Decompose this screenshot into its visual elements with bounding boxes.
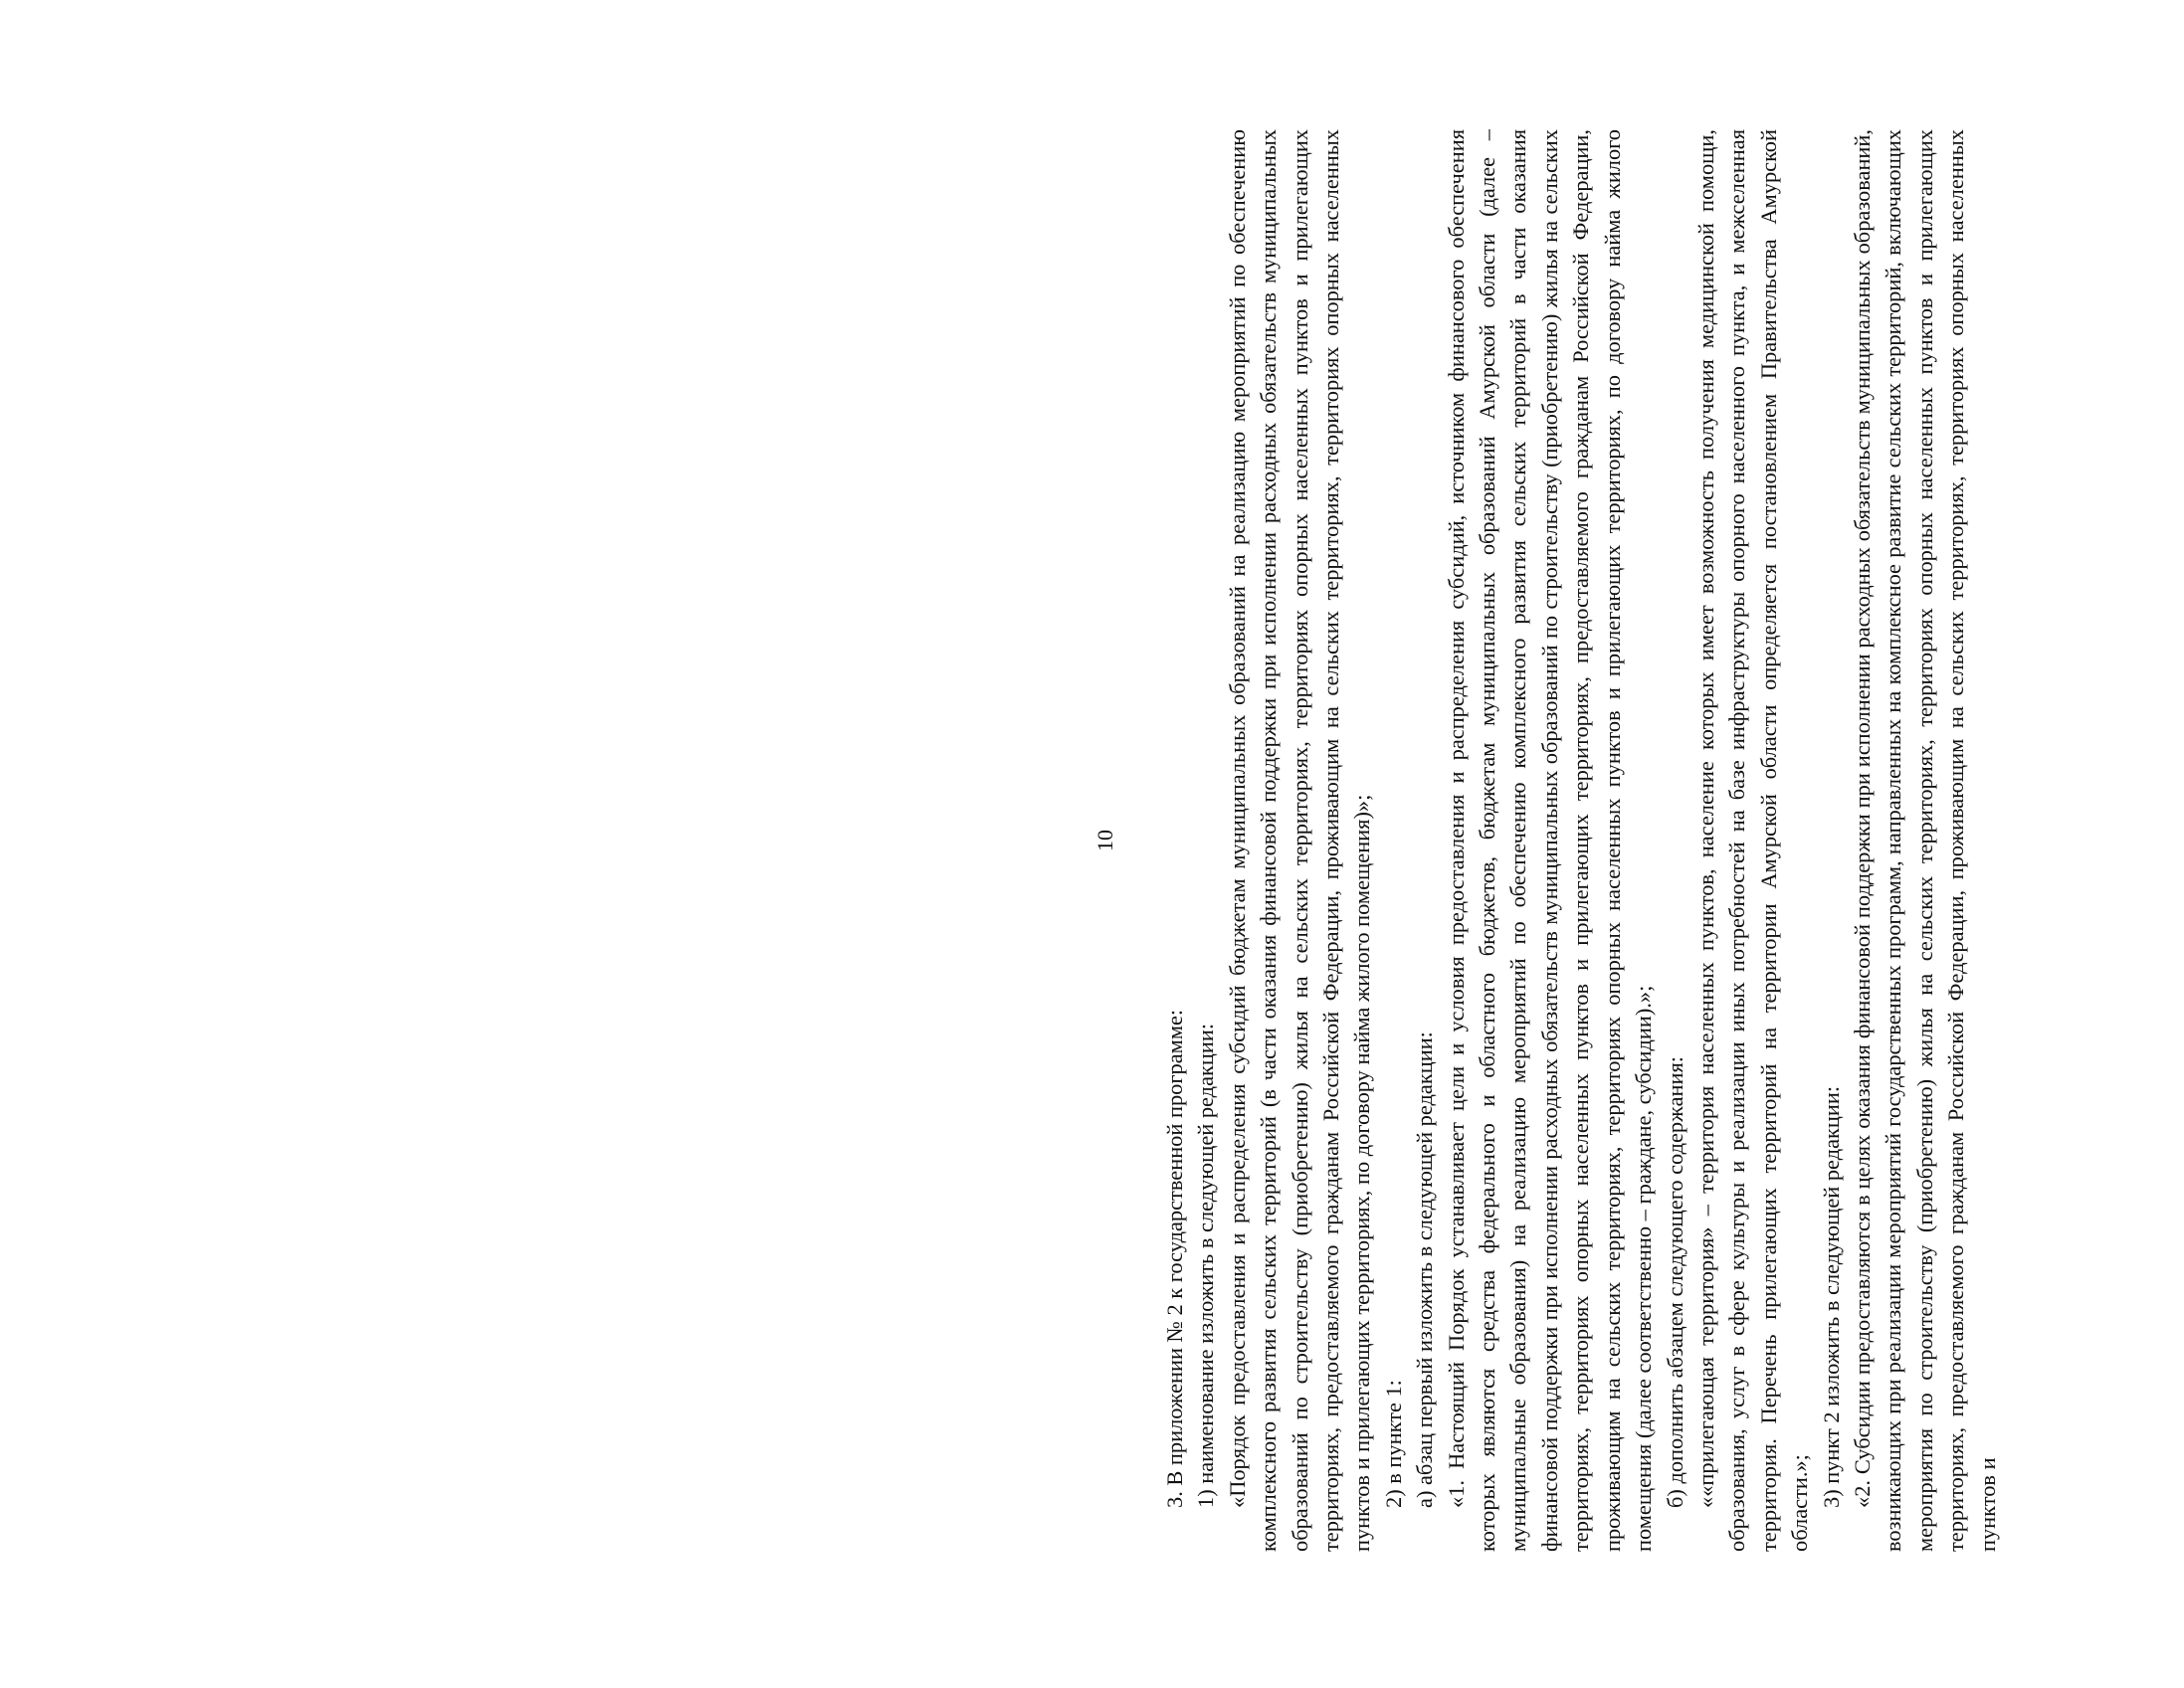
paragraph-subitem-a: а) абзац первый изложить в следующей редакции: <box>1412 1032 1438 1508</box>
paragraph-section-3: 3. В приложении № 2 к государственной программе: <box>1162 1009 1187 1508</box>
paragraph-point-1-quote: «1. Настоящий Порядок устанавливает цели и условия предоставления и распределения субсидий, источником финансового обеспечения которых являются средства федерального и областного бюджетов, бюджетам муниципальных образований Амурской области (далее – муниципальные образования) на реализацию мероприятий по обеспечению комплексного развития сельских территорий в части оказания финансовой поддержки при исполнении расходных обязательств муниципальных образований по строительству (приобретению) жилья на сельских территориях, территориях опорных населенных пунктов и прилегающих территориях, предоставляемого гражданам Российской Федерации, проживающим на сельских территориях, территориях опорных населенных пунктов и прилегающих территориях, по договору найма жилого помещения (далее соответственно – граждане, субсидии).»; <box>1443 129 1657 1552</box>
paragraph-item-3: 3) пункт 2 изложить в следующей редакции: <box>1818 1085 1844 1508</box>
document-body <box>1159 129 2003 1552</box>
page-number: 10 <box>1092 830 1117 851</box>
paragraph-point-2-quote: «2. Субсидии предоставляются в целях оказания финансовой поддержки при исполнении расходных обязательств муниципальных образований, возникающих при реализации мероприятий государственных программ, направленных на комплексное развитие сельских территорий, включающих мероприятия по строительству (приобретению) жилья на сельских территориях, территориях опорных населенных пунктов и прилегающих территориях, предоставляемого гражданам Российской Федерации, проживающим на сельских территориях, территориях опорных населенных пунктов и <box>1849 129 2000 1552</box>
paragraph-definition-quote: ««прилегающая территория» – территория населенных пунктов, население которых имеет возможность получения медицинской помощи, образования, услуг в сфере культуры и реализации иных потребностей на базе инфраструктуры опорного населенного пункта, и межселенная территория. Перечень прилегающих территорий на территории Амурской области определяется постановлением Правительства Амурской области.»; <box>1692 129 1813 1552</box>
paragraph-item-2: 2) в пункте 1: <box>1380 1380 1406 1508</box>
rotated-document-content <box>1092 129 2184 1552</box>
paragraph-title-quote: «Порядок предоставления и распределения субсидий бюджетам муниципальных образований на реализацию мероприятий по обеспечению комплексного развития сельских территорий (в части оказания финансовой поддержки при исполнении расходных обязательств муниципальных образований по строительству (приобретению) жилья на сельских территориях, территориях опорных населенных пунктов и прилегающих территориях, предоставляемого гражданам Российской Федерации, проживающим на сельских территориях, территориях опорных населенных пунктов и прилегающих территориях, по договору найма жилого помещения)»; <box>1224 129 1375 1552</box>
paragraph-item-1: 1) наименование изложить в следующей редакции: <box>1193 1023 1219 1508</box>
paragraph-subitem-b: б) дополнить абзацем следующего содержания: <box>1662 1055 1688 1508</box>
